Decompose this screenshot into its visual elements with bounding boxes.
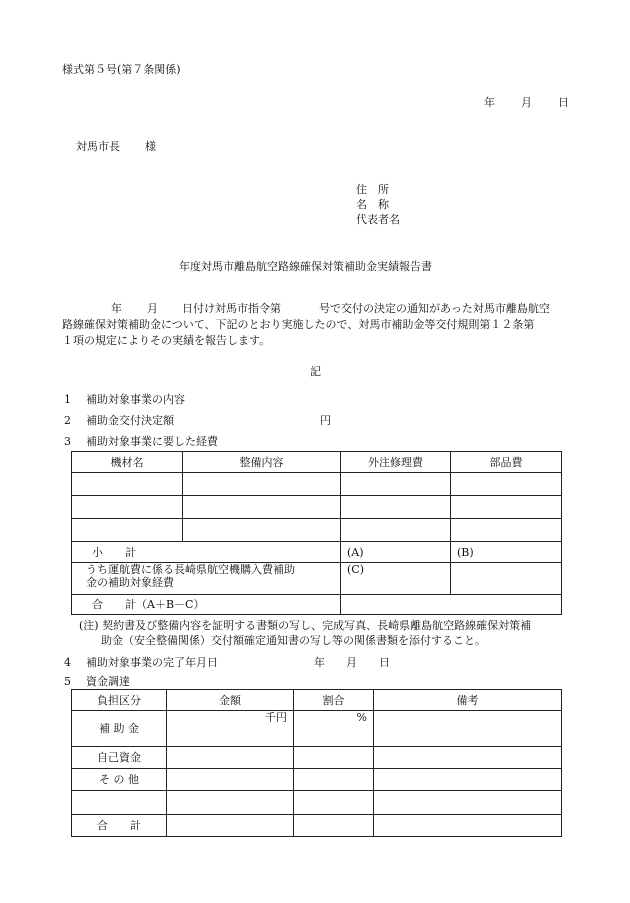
header-remarks: 備考 (374, 690, 562, 711)
document-title: 年度対馬市離島航空路線確保対策補助金実績報告書 (179, 260, 432, 273)
applicant-address: 住 所 (356, 183, 389, 196)
unit-thousand-yen: 千円 (167, 711, 294, 747)
body-text-1b: 号で交付の決定の通知があった対馬市離島航空 (319, 302, 550, 315)
funding-row-label: 補 助 金 (72, 711, 167, 747)
header-category: 負担区分 (72, 690, 167, 711)
body-year: 年 (111, 302, 122, 315)
item-2-number: 2 (64, 414, 71, 427)
header-ratio: 割合 (294, 690, 374, 711)
funding-row-label: そ の 他 (72, 769, 167, 791)
item-3-label: 補助対象事業に要した経費 (86, 435, 218, 448)
item-3-number: 3 (64, 435, 71, 448)
item-4-day: 日 (379, 656, 390, 669)
funding-row-other (72, 769, 562, 791)
total-label: 合 計（A＋B－C） (72, 595, 341, 615)
transport-label-1: うち運航費に係る長崎県航空機購入費補助 (86, 563, 295, 576)
date-year: 年 (484, 96, 495, 109)
funding-row-total (72, 815, 562, 837)
item-5-label: 資金調達 (86, 675, 130, 688)
table-row (72, 496, 562, 519)
item-2-unit: 円 (320, 414, 331, 427)
header-equipment: 機材名 (72, 452, 183, 473)
header-work: 整備内容 (183, 452, 341, 473)
body-text-2: 路線確保対策補助金について、下記のとおり実施したので、対馬市補助金等交付規則第１２条第 (62, 318, 535, 331)
applicant-representative: 代表者名 (356, 213, 400, 226)
item-1-number: 1 (64, 393, 71, 406)
item-2-label: 補助金交付決定額 (86, 414, 174, 427)
transport-row (72, 563, 562, 595)
funding-table (71, 689, 562, 837)
applicant-name: 名 称 (356, 198, 389, 211)
funding-header-row (72, 690, 562, 711)
body-month: 月 (147, 302, 158, 315)
funding-row-label: 自己資金 (72, 747, 167, 769)
expense-table (71, 451, 562, 615)
item-5-number: 5 (64, 675, 71, 688)
subtotal-a: (A) (341, 542, 451, 563)
funding-row-blank (72, 791, 562, 815)
item-1-label: 補助対象事業の内容 (86, 393, 185, 406)
table-row (72, 519, 562, 542)
form-number: 様式第５号(第７条関係) (62, 63, 181, 76)
item-4-year: 年 (314, 656, 325, 669)
header-parts: 部品費 (451, 452, 562, 473)
transport-c: (C) (341, 563, 451, 595)
table-row (72, 473, 562, 496)
body-text-3: １項の規定によりその実績を報告します。 (62, 334, 271, 347)
transport-label (72, 563, 341, 595)
funding-row-own (72, 747, 562, 769)
subtotal-b: (B) (451, 542, 562, 563)
note-line-1: (注) 契約書及び整備内容を証明する書類の写し、完成写真、長崎県離島航空路線確保対策補 (79, 619, 532, 632)
transport-label-2: 金の補助対象経費 (86, 576, 174, 589)
ki-heading: 記 (310, 365, 321, 378)
item-4-label: 補助対象事業の完了年月日 (86, 656, 218, 669)
item-4-month: 月 (346, 656, 357, 669)
funding-row-label: 合 計 (72, 815, 167, 837)
addressee-name: 対馬市長 (76, 140, 120, 153)
header-outsourced: 外注修理費 (341, 452, 451, 473)
funding-row-label (72, 791, 167, 815)
date-day: 日 (558, 96, 569, 109)
subtotal-row (72, 542, 562, 563)
subtotal-label: 小 計 (72, 542, 341, 563)
body-text-1: 日付け対馬市指令第 (182, 302, 281, 315)
unit-percent: % (294, 711, 374, 747)
funding-row-subsidy (72, 711, 562, 747)
expense-header-row (72, 452, 562, 473)
total-row (72, 595, 562, 615)
date-month: 月 (521, 96, 532, 109)
header-amount: 金額 (167, 690, 294, 711)
item-4-number: 4 (64, 656, 71, 669)
addressee-honorific: 様 (145, 140, 156, 153)
note-line-2: 助金（安全整備関係）交付額確定通知書の写し等の関係書類を添付すること。 (101, 634, 486, 647)
